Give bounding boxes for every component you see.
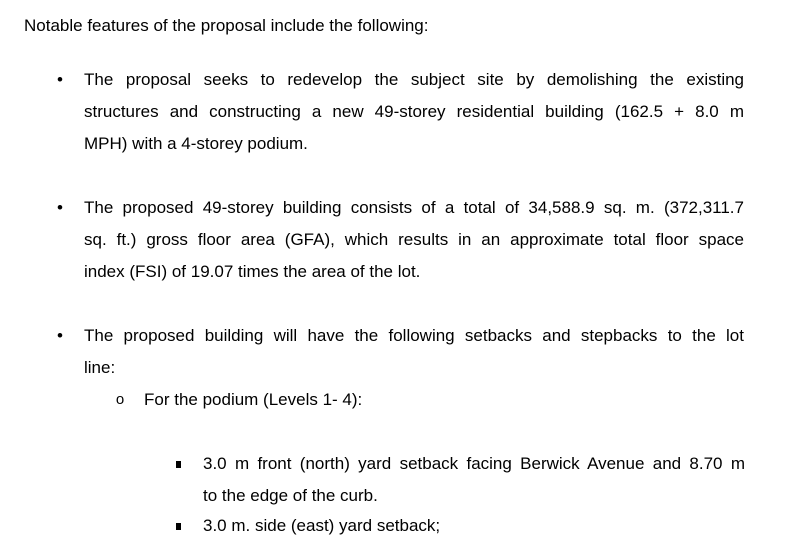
paragraph-line: 3.0 m front (north) yard setback facing Berwick Avenue and 8.70 m <box>203 454 745 473</box>
paragraph-line: sq. ft.) gross floor area (GFA), which results in an approximate total floor space <box>84 230 744 249</box>
paragraph-line: The proposed building will have the following setbacks and stepbacks to the lot <box>84 326 744 345</box>
sub-bullet-circle: o <box>115 391 125 408</box>
paragraph-line: The proposed 49-storey building consists of a total of 34,588.9 sq. m. (372,311.7 <box>84 198 744 217</box>
sub-sub-paragraph <box>203 510 745 542</box>
bullet-dot: • <box>57 70 63 89</box>
paragraph-line: 3.0 m. side (east) yard setback; <box>203 516 441 535</box>
square-bullet-icon <box>174 510 182 542</box>
bullet-paragraph <box>84 320 744 384</box>
bullet-dot: • <box>57 198 63 217</box>
paragraph-line: to the edge of the curb. <box>203 486 378 505</box>
sub-item-label: For the podium (Levels 1- 4): <box>144 390 363 409</box>
paragraph-line: line: <box>84 358 116 377</box>
bullet-dot: • <box>57 326 63 345</box>
paragraph-line: MPH) with a 4-storey podium. <box>84 134 308 153</box>
paragraph-line: structures and constructing a new 49-storey residential building (162.5 + 8.0 m <box>84 102 744 121</box>
intro-text: Notable features of the proposal include the following: <box>24 16 429 35</box>
paragraph-line: The proposal seeks to redevelop the subject site by demolishing the existing <box>84 70 744 89</box>
bullet-paragraph <box>84 64 744 160</box>
sub-sub-paragraph <box>203 448 745 512</box>
bullet-paragraph <box>84 192 744 288</box>
paragraph-line: index (FSI) of 19.07 times the area of the lot. <box>84 262 421 281</box>
square-bullet-icon <box>174 448 182 480</box>
